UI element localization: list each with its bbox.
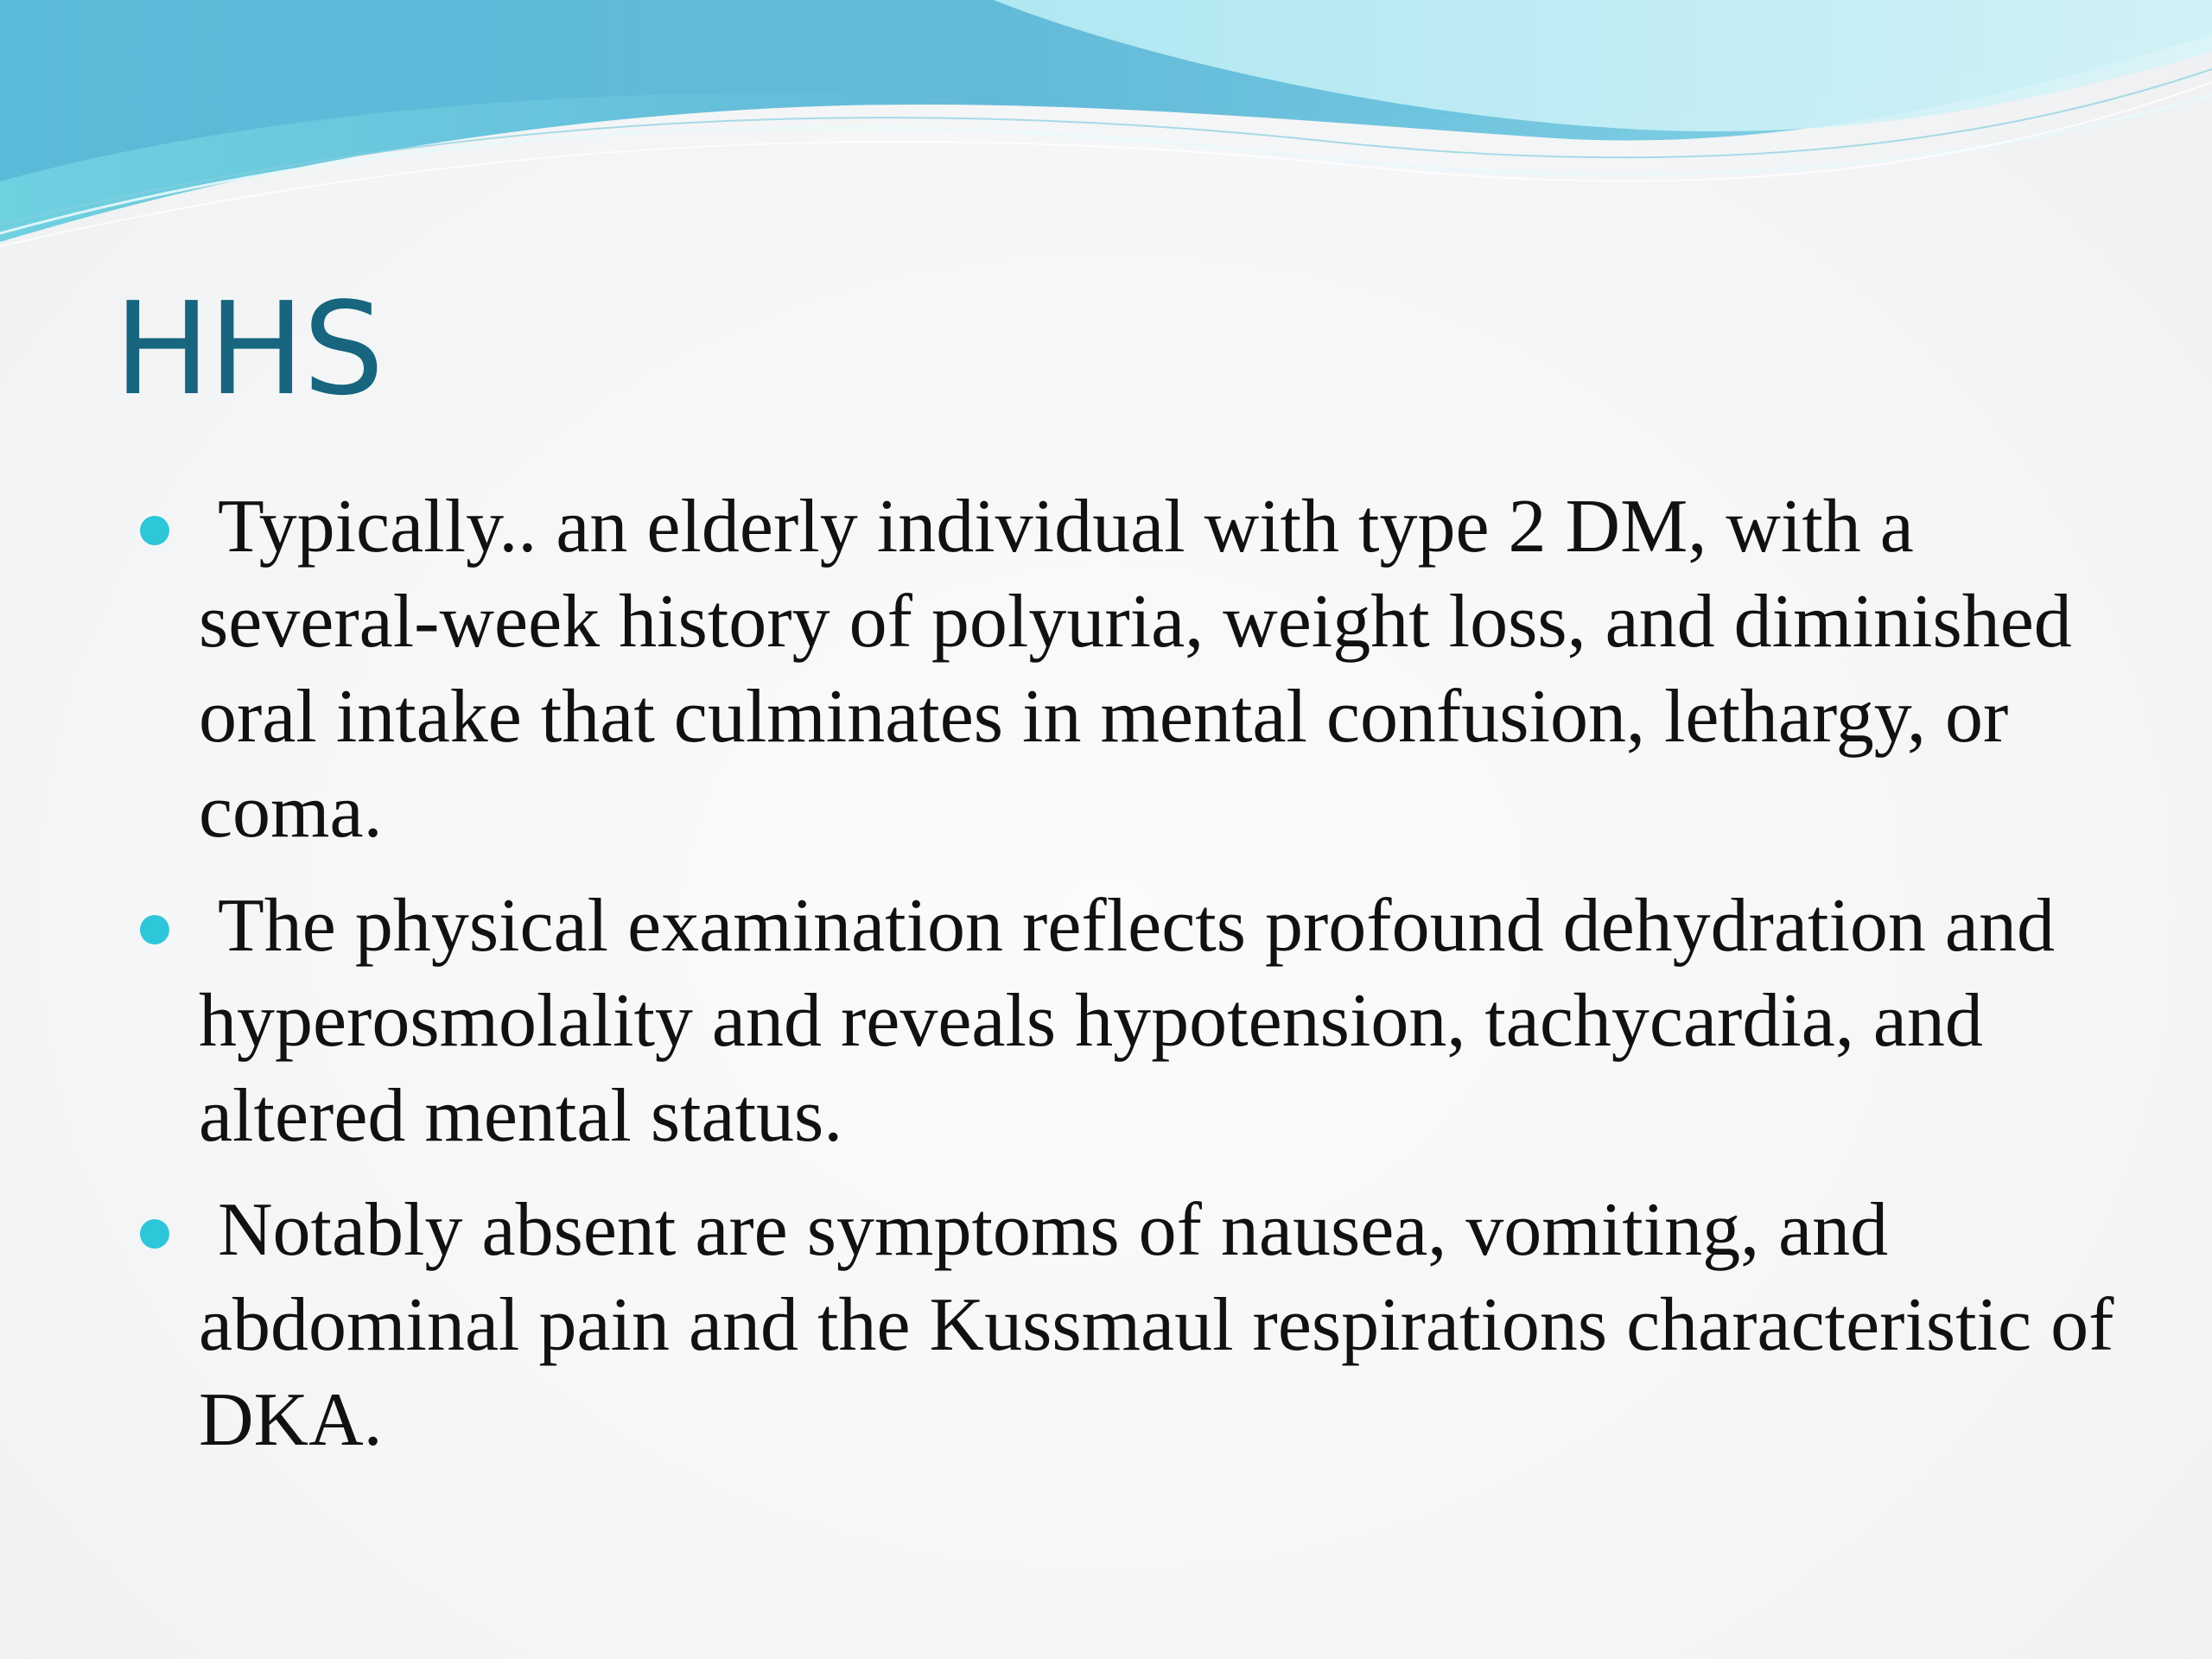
- bullet-item: [0, 879, 2212, 1164]
- bullet-text: Typically.. an elderly individual with type 2 DM, with a several-week history of polyuria, weight loss, and diminished oral intake that culminates in mental confusion, lethargy, or coma.: [199, 485, 2091, 854]
- bullet-text: The physical examination reflects profound dehydration and hyperosmolality and reveals hypotension, tachycardia, and altered mental status.: [199, 884, 2074, 1158]
- bullet-list: [0, 480, 2212, 1487]
- bullet-icon: [140, 1219, 169, 1249]
- bullet-text: Notably absent are symptoms of nausea, vomiting, and abdominal pain and the Kussmaul respirations characteristic of DKA.: [199, 1188, 2133, 1462]
- bullet-item: [0, 1183, 2212, 1468]
- bullet-item: [0, 480, 2212, 860]
- bullet-icon: [140, 516, 169, 545]
- slide-title: HHS: [114, 275, 383, 423]
- bullet-icon: [140, 915, 169, 944]
- header-wave-decoration: [0, 0, 2212, 259]
